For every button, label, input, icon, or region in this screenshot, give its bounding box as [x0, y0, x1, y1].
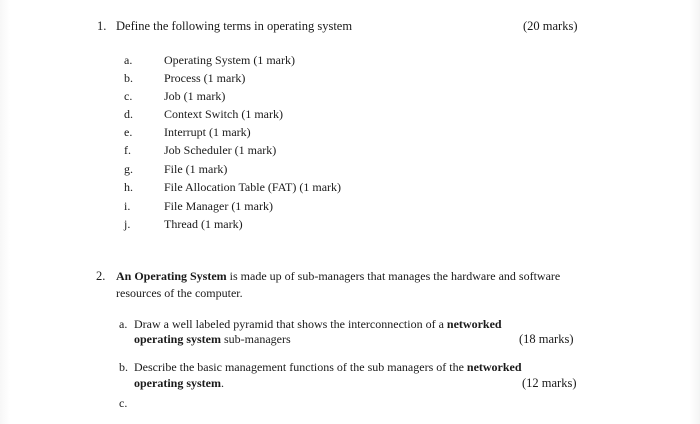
q2-part-a-bold2: operating system: [134, 332, 221, 346]
q1-item-letter: f.: [124, 143, 131, 157]
q1-item-text: Context Switch (1 mark): [164, 107, 283, 121]
q1-item-letter: g.: [124, 162, 133, 176]
q1-item-text: File Allocation Table (FAT) (1 mark): [164, 180, 342, 194]
q1-number: 1.: [97, 19, 107, 33]
q1-item-letter: h.: [124, 180, 133, 194]
q2-part-a-bold: networked: [446, 317, 502, 331]
q1-item-text: File (1 mark): [164, 162, 228, 176]
q2-number: 2.: [96, 269, 106, 283]
q2-intro-rest: is made up of sub-managers that manages the hardware and software: [226, 269, 561, 283]
q2-part-b-plain: Describe the basic management functions of the sub managers of the: [134, 360, 467, 374]
q2-part-a-plain2: sub-managers: [221, 332, 291, 346]
q1-item-text: Operating System (1 mark): [164, 53, 295, 67]
q2-part-b-bold: networked: [466, 360, 522, 374]
q1-item-text: Job Scheduler (1 mark): [164, 143, 277, 157]
q1-item-text: Process (1 mark): [164, 71, 246, 85]
q1-item-text: Interrupt (1 mark): [164, 125, 251, 139]
q2-part-b-line1: [134, 360, 522, 375]
q1-item-letter: e.: [124, 125, 133, 139]
q1-item-letter: c.: [124, 89, 133, 103]
q2-part-letter: b.: [119, 360, 128, 374]
q1-item-text: Thread (1 mark): [164, 217, 243, 231]
q2-part-letter: c.: [119, 396, 128, 410]
q1-item-letter: i.: [124, 199, 131, 213]
q2-part-b-line2: [134, 376, 224, 391]
q1-item-text: File Manager (1 mark): [164, 199, 273, 213]
q1-item-letter: a.: [124, 53, 133, 67]
q1-item-text: Job (1 mark): [164, 89, 226, 103]
q2-part-a-plain: Draw a well labeled pyramid that shows the interconnection of a: [134, 317, 447, 331]
q2-part-letter: a.: [119, 317, 128, 331]
q2-intro-line1: [116, 269, 560, 284]
q1-marks: (20 marks): [523, 19, 578, 33]
q2-part-b-bold2: operating system: [134, 376, 221, 390]
q2-part-b-marks: (12 marks): [522, 376, 577, 390]
q2-intro-bold: An Operating System: [116, 269, 227, 283]
q1-item-letter: b.: [124, 71, 133, 85]
q2-part-a-line1: [134, 317, 502, 332]
q2-part-b-plain2: .: [221, 376, 224, 390]
q2-part-a-marks: (18 marks): [519, 332, 574, 346]
q1-item-letter: j.: [124, 217, 131, 231]
q2-part-a-line2: [134, 332, 291, 347]
q2-intro-line2: resources of the computer.: [116, 286, 243, 300]
q1-prompt: Define the following terms in operating system: [116, 19, 353, 33]
q1-item-letter: d.: [124, 107, 133, 121]
